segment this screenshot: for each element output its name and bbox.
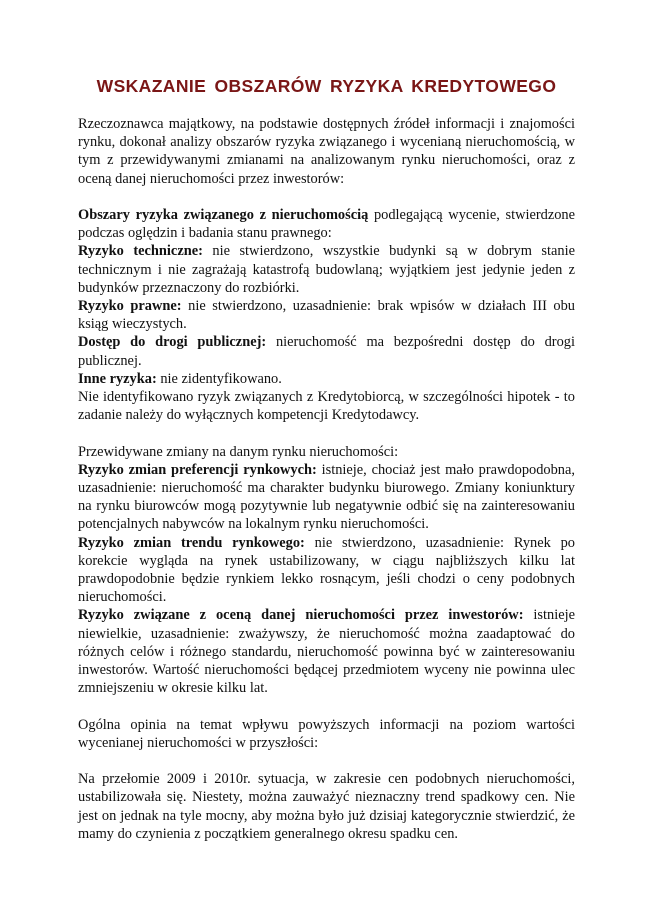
legal-risk-label: Ryzyko prawne: [78,298,182,315]
spacer [78,424,575,442]
market-changes-heading: Przewidywane zmiany na danym rynku nieruchomości: [78,443,399,460]
spacer [78,752,575,770]
trend-risk-label: Ryzyko zmian trendu rynkowego: [78,534,305,551]
preferences-risk-label: Ryzyko zmian preferencji rynkowych: [78,461,317,478]
document-body [78,115,575,843]
technical-risk-text: nie stwierdzono, wszystkie budynki są w dobrym stanie technicznym i nie zagrażają katastrofą budowlaną; wyjątkiem jest jedynie jeden z budynków przeznaczony do rozbiórki. [78,243,575,296]
intro-paragraph: Rzeczoznawca majątkowy, na podstawie dostępnych źródeł informacji i znajomości rynku, dokonał analizy obszarów ryzyka związanego i wycenianą nieruchomością, w tym z przewidywanymi zmianami na analizowanym rynku nieruchomości, oraz z oceną danej nieruchomości przez inwestorów: [78,116,575,187]
risk-areas-paragraph [78,206,575,242]
trend-risk-paragraph [78,534,575,607]
spacer [78,188,575,206]
trend-risk-text: nie stwierdzono, uzasadnienie: Rynek po korekcie wygląda na rynek ustabilizowany, w ciągu najbliższych kilku lat prawdopodobnie będzie rynkiem lekko rosnącym, jeśli chodzi o ceny podobnych nieruchomości. [78,534,575,606]
investors-risk-text: istnieje niewielkie, uzasadnienie: zważywszy, że nieruchomość można zaadaptować do różnych celów i różnego standardu, nieruchomość powinna być w zainteresowaniu inwestorów. Wartość nieruchomości będącej przedmiotem wyceny nie powinna ulec zmniejszeniu w okresie kilku lat. [78,607,575,697]
opinion-heading: Ogólna opinia na temat wpływu powyższych informacji na poziom wartości wycenianej nieruchomości w przyszłości: [78,716,575,751]
risk-areas-heading: Obszary ryzyka związanego z nieruchomością [78,207,369,223]
opinion-paragraph: Na przełomie 2009 i 2010r. sytuacja, w zakresie cen podobnych nieruchomości, ustabilizowała się. Niestety, można zauważyć nieznaczny trend spadkowy cen. Nie jest on jednak na tyle mocny, aby można było już dzisiaj kategorycznie stwierdzić, że mamy do czynienia z początkiem generalnego okresu spadku cen. [78,771,575,842]
road-access-label: Dostęp do drogi publicznej: [78,334,267,351]
other-risks-paragraph [78,370,575,388]
legal-risk-paragraph [78,297,575,333]
road-access-paragraph [78,333,575,369]
spacer [78,697,575,715]
borrower-risk-paragraph: Nie identyfikowano ryzyk związanych z Kredytobiorcą, w szczególności hipotek - to zadanie należy do wyłącznych kompetencji Kredytodawcy. [78,389,575,424]
technical-risk-label: Ryzyko techniczne: [78,243,203,260]
legal-risk-text: nie stwierdzono, uzasadnienie: brak wpisów w działach III obu ksiąg wieczystych. [78,298,575,333]
investors-risk-paragraph [78,606,575,697]
road-access-text: nieruchomość ma bezpośredni dostęp do drogi publicznej. [78,334,575,369]
preferences-risk-paragraph [78,461,575,534]
investors-risk-label: Ryzyko związane z oceną danej nieruchomości przez inwestorów: [78,607,524,624]
page-title: WSKAZANIE OBSZARÓW RYZYKA KREDYTOWEGO [96,76,557,96]
risk-areas-heading-rest: podlegającą wycenie, stwierdzone podczas oględzin i badania stanu prawnego: [78,207,576,242]
preferences-risk-text: istnieje, chociaż jest mało prawdopodobna, uzasadnienie: nieruchomość ma charakter budynku biurowego. Zmiany koniunktury na rynku biurowców mogą pozytywnie lub negatywnie odbić się na zainteresowaniu potencjalnych nabywców na lokalnym rynku nieruchomości. [78,461,575,533]
technical-risk-paragraph [78,242,575,297]
other-risks-label: Inne ryzyka: [78,370,157,387]
other-risks-text: nie zidentyfikowano. [156,370,282,387]
